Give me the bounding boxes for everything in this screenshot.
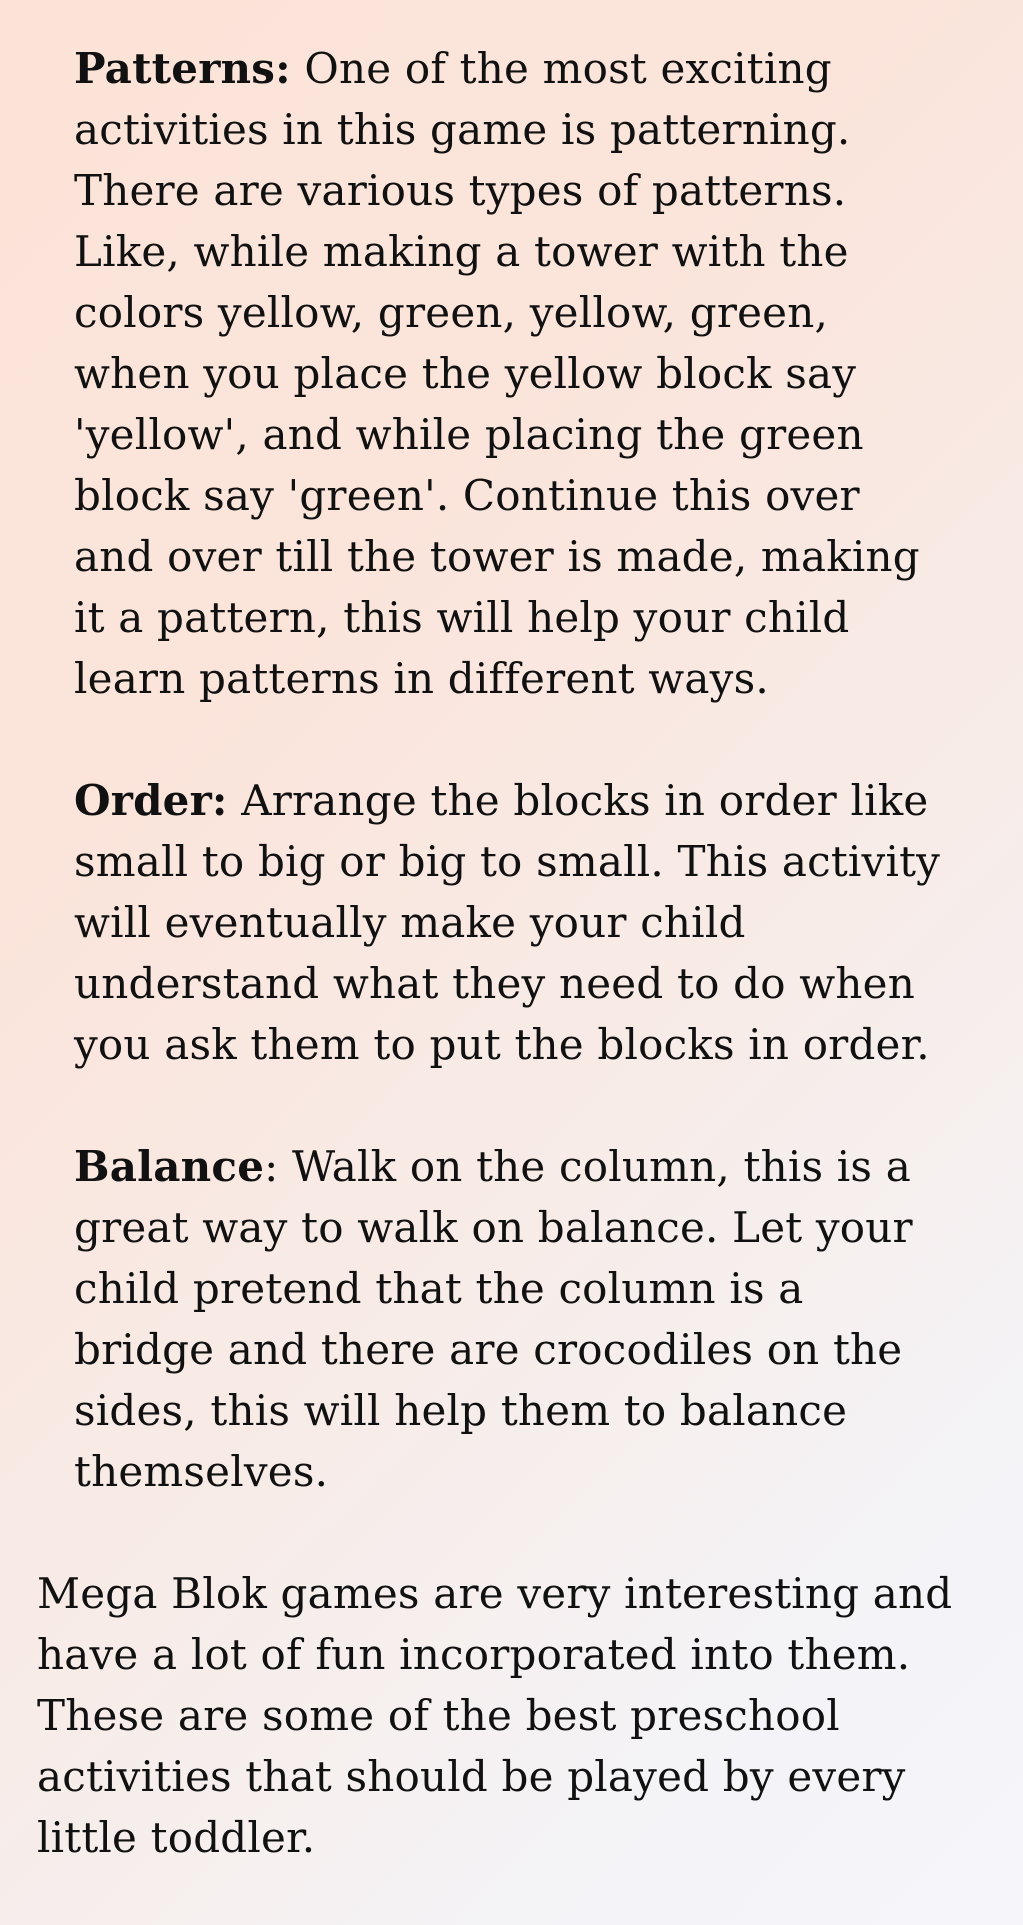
tip-text-line: and over till the tower is made, making [74,532,920,581]
tip-text-line: when you place the yellow block say [74,349,857,398]
tip-text-line: : Walk on the column, this is a [264,1142,911,1191]
tip-term: Balance [74,1142,265,1191]
tip-text-line: you ask them to put the blocks in order. [74,1020,930,1069]
closing-text-line: little toddler. [37,1813,316,1862]
tip-text-line: Like, while making a tower with the [74,227,849,276]
tip-text-line: great way to walk on balance. Let your [74,1203,913,1252]
closing-paragraph [37,1563,953,1868]
tip-text-line: understand what they need to do when [74,959,915,1008]
tip-text-line: There are various types of patterns. [74,166,847,215]
tip-first-line [74,1136,974,1197]
tip-text-line: child pretend that the column is a [74,1264,804,1313]
closing-text-line: These are some of the best preschool [37,1691,840,1740]
closing-text-line: activities that should be played by every [37,1752,906,1801]
tip-text-line: activities in this game is patterning. [74,105,851,154]
tip-text-line: 'yellow', and while placing the green [74,410,864,459]
tip-text-line: sides, this will help them to balance [74,1386,848,1435]
tip-text-line: will eventually make your child [74,898,746,947]
tip-term: Patterns: [74,44,291,93]
closing-text-line: Mega Blok games are very interesting and [37,1569,953,1618]
tip-text-line: learn patterns in different ways. [74,654,769,703]
tip-term: Order: [74,776,228,825]
tip-text-line: colors yellow, green, yellow, green, [74,288,829,337]
tip-text-line: themselves. [74,1447,329,1496]
tip-text-line: block say 'green'. Continue this over [74,471,860,520]
tip-text-line: Arrange the blocks in order like [227,776,929,825]
tip-first-line [74,38,974,99]
closing-text-line: have a lot of fun incorporated into them. [37,1630,911,1679]
tip-text-line: One of the most exciting [290,44,832,93]
tip-text-line: it a pattern, this will help your child [74,593,850,642]
tip-balance [74,1136,974,1502]
tip-patterns [74,38,974,709]
tip-first-line [74,770,974,831]
tip-order [74,770,974,1075]
tip-text-line: small to big or big to small. This activity [74,837,941,886]
tip-text-line: bridge and there are crocodiles on the [74,1325,903,1374]
